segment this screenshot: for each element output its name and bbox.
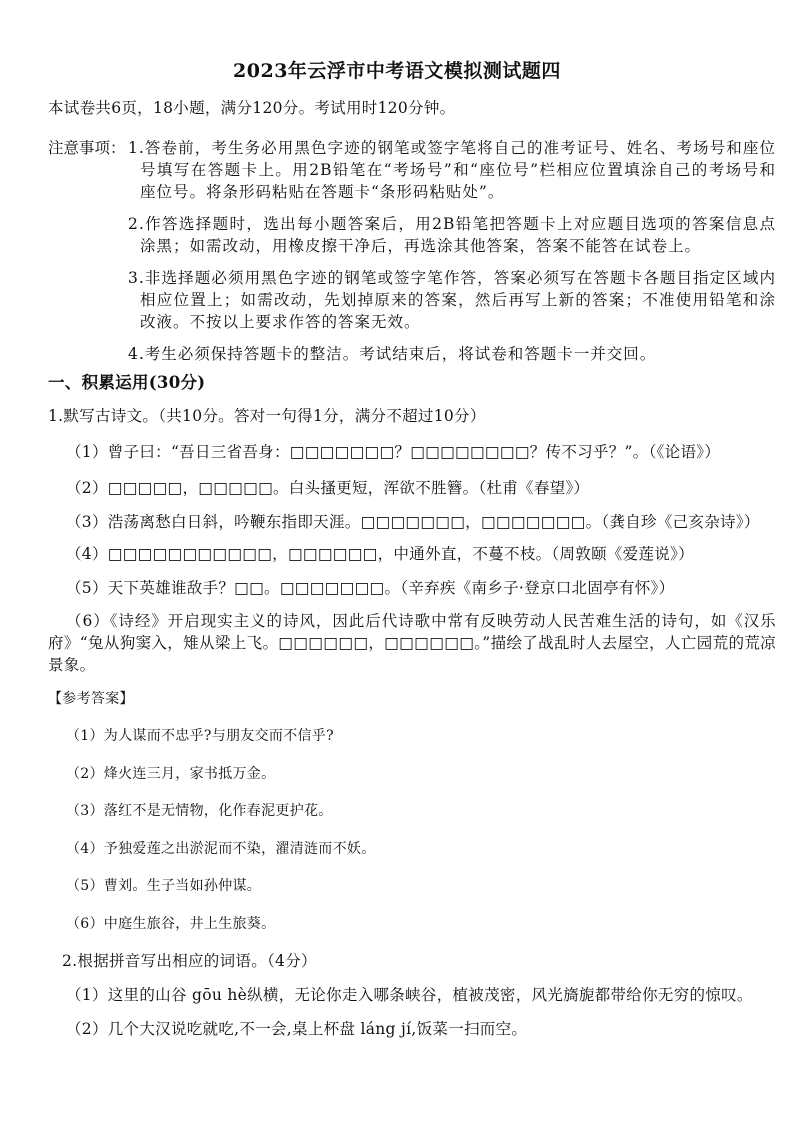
notice-item: 2.作答选择题时，选出每小题答案后，用2B铅笔把答题卡上对应题目选项的答案信息点涂黑；如需改动，用橡皮擦干净后，再选涂其他答案，答案不能答在试卷上。 [128, 215, 776, 255]
question-1-item: （4）□□□□□□□□□□□，□□□□□□，中通外直，不蔓不枝。（周敦颐《爱莲说》） [66, 545, 694, 563]
question-1-prompt: 1.默写古诗文。（共10分。答对一句得1分，满分不超过10分） [48, 407, 486, 425]
answer-item: （6）中庭生旅谷，井上生旅葵。 [66, 915, 276, 932]
answer-item: （5）曹刘。生子当如孙仲谋。 [66, 878, 262, 894]
section-heading: 一、积累运用(30分) [48, 373, 206, 392]
answer-item: （2）烽火连三月，家书抵万金。 [66, 765, 276, 782]
answer-item: （1）为人谋而不忠乎?与朋友交而不信乎? [66, 728, 334, 744]
page-title: 2023年云浮市中考语文模拟测试题四 [233, 60, 561, 82]
answer-item: （3）落红不是无情物，化作春泥更护花。 [66, 803, 333, 819]
question-1-item: （1）曾子曰：“吾日三省吾身：□□□□□□□？□□□□□□□□？传不习乎？”。（《论语》） [66, 443, 721, 461]
question-1-item: （6）《诗经》开启现实主义的诗风，因此后代诗歌中常有反映劳动人民苦难生活的诗句，如《汉乐府》“兔从狗窦入，雉从梁上飞。□□□□□□，□□□□□□。”描绘了战乱时人去屋空，人亡园荒的荒凉景象。 [48, 612, 776, 674]
answer-item: （4）予独爱莲之出淤泥而不染，濯清涟而不妖。 [66, 840, 376, 857]
notice-item: 4.考生必须保持答题卡的整洁。考试结束后，将试卷和答题卡一并交回。 [128, 345, 657, 363]
notice-label: 注意事项： [48, 139, 126, 157]
exam-intro: 本试卷共6页，18小题，满分120分。考试用时120分钟。 [48, 99, 456, 117]
notice-block [48, 137, 776, 365]
question-1-item: （3）浩荡离愁白日斜，吟鞭东指即天涯。□□□□□□□，□□□□□□□。（龚自珍《己亥杂诗》） [66, 513, 760, 531]
question-2-item: （1）这里的山谷 gōu hè纵横，无论你走入哪条峡谷，植被茂密，风光旖旎都带给你无穷的惊叹。 [66, 985, 753, 1004]
notice-item: 1.答卷前，考生务必用黑色字迹的钢笔或签字笔将自己的准考证号、姓名、考场号和座位号填写在答题卡上。用2B铅笔在“考场号”和“座位号”栏相应位置填涂自己的考场号和座位号。将条形码粘贴在答题卡“条形码粘贴处”。 [128, 139, 776, 201]
question-1-item: （2）□□□□□，□□□□□。白头搔更短，浑欲不胜簪。（杜甫《春望》） [66, 479, 590, 497]
question-2-prompt: 2.根据拼音写出相应的词语。（4分） [62, 951, 317, 970]
answer-label: 【参考答案】 [48, 691, 134, 707]
question-2-item: （2）几个大汉说吃就吃,不一会,桌上杯盘 láng jí,饭菜一扫而空。 [66, 1019, 528, 1038]
question-1-item: （5）天下英雄谁敌手？□□。□□□□□□□。（辛弃疾《南乡子·登京口北固亭有怀》） [66, 579, 675, 597]
notice-item: 3.非选择题必须用黑色字迹的钢笔或签字笔作答，答案必须写在答题卡各题目指定区域内相应位置上；如需改动，先划掉原来的答案，然后再写上新的答案；不准使用铅笔和涂改液。不按以上要求作答的答案无效。 [128, 269, 776, 331]
